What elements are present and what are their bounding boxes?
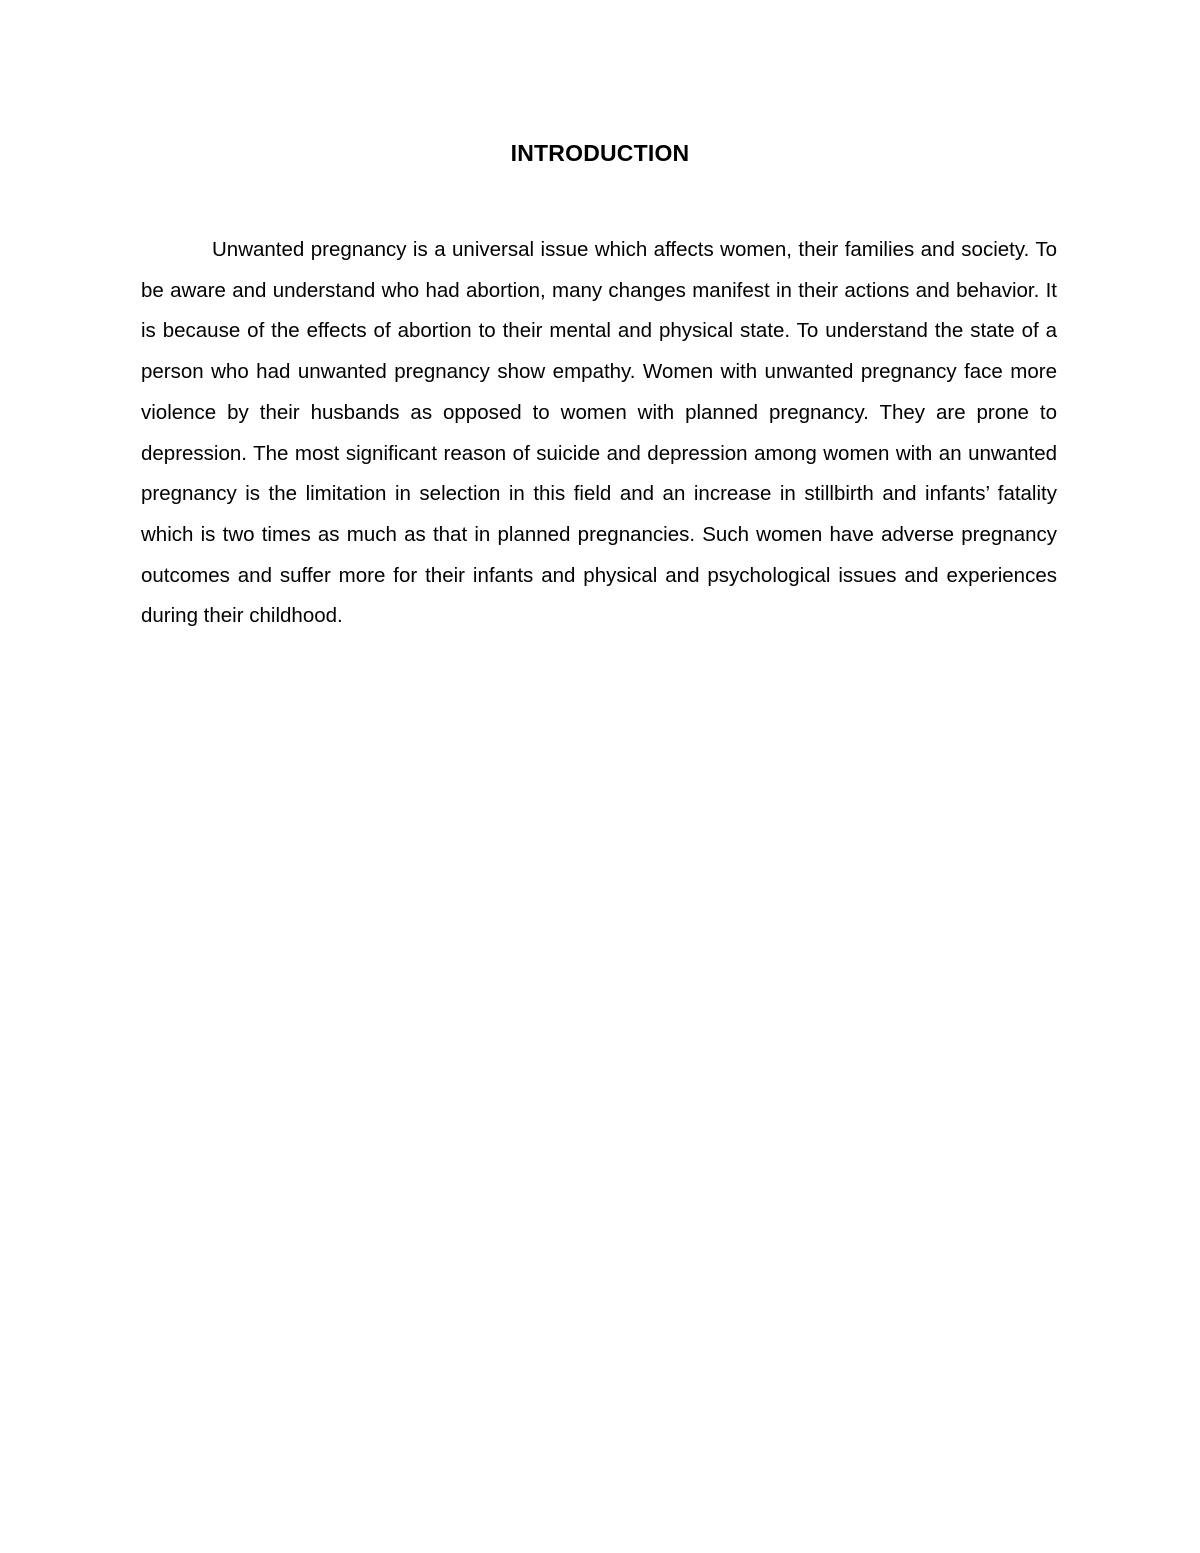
page-title: INTRODUCTION: [510, 140, 690, 166]
body-paragraph: Unwanted pregnancy is a universal issue which affects women, their families and society. To be aware and understand who had abortion, many changes manifest in their actions and behavior. It is because of the effects of abortion to their mental and physical state. To understand the state of a person who had unwanted pregnancy show empathy. Women with unwanted pregnancy face more violence by their husbands as opposed to women with planned pregnancy. They are prone to depression. The most significant reason of suicide and depression among women with an unwanted pregnancy is the limitation in selection in this field and an increase in stillbirth and infants’ fatality which is two times as much as that in planned pregnancies. Such women have adverse pregnancy outcomes and suffer more for their infants and physical and psychological issues and experiences during their childhood.: [141, 238, 1057, 628]
